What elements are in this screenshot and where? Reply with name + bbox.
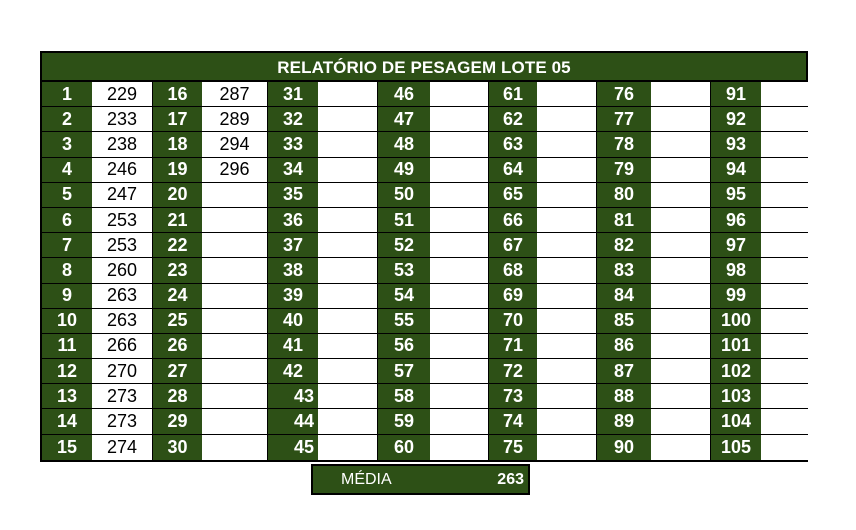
weight-cell[interactable]	[761, 183, 808, 208]
animal-number: 68	[489, 258, 537, 283]
weight-cell[interactable]	[651, 233, 711, 258]
weight-cell[interactable]	[537, 409, 597, 434]
animal-number: 24	[153, 284, 202, 309]
weight-cell[interactable]	[430, 233, 489, 258]
weight-cell[interactable]	[651, 384, 711, 409]
weight-cell[interactable]	[761, 409, 808, 434]
animal-number: 28	[153, 384, 202, 409]
animal-number: 45	[268, 435, 318, 460]
weight-cell[interactable]	[537, 258, 597, 283]
animal-number: 11	[42, 334, 92, 359]
weight-cell[interactable]	[430, 284, 489, 309]
animal-number: 100	[711, 309, 761, 334]
weight-cell[interactable]	[537, 208, 597, 233]
weight-cell[interactable]	[318, 258, 378, 283]
animal-number: 89	[597, 409, 651, 434]
animal-number: 94	[711, 158, 761, 183]
animal-number: 58	[378, 384, 430, 409]
animal-number: 1	[42, 82, 92, 107]
weight-cell[interactable]	[202, 208, 268, 233]
weight-cell[interactable]	[537, 82, 597, 107]
weight-cell[interactable]	[761, 309, 808, 334]
weight-cell[interactable]	[318, 334, 378, 359]
animal-number: 17	[153, 107, 202, 132]
animal-number: 86	[597, 334, 651, 359]
weight-cell[interactable]	[202, 435, 268, 460]
animal-number: 69	[489, 284, 537, 309]
animal-number: 4	[42, 158, 92, 183]
animal-number: 39	[268, 284, 318, 309]
weight-cell[interactable]	[651, 309, 711, 334]
animal-number: 101	[711, 334, 761, 359]
weight-cell[interactable]	[761, 334, 808, 359]
weight-cell[interactable]	[430, 309, 489, 334]
animal-number: 32	[268, 107, 318, 132]
animal-number: 75	[489, 435, 537, 460]
report-title: RELATÓRIO DE PESAGEM LOTE 05	[42, 53, 806, 82]
weight-cell[interactable]	[430, 158, 489, 183]
weight-cell[interactable]	[761, 258, 808, 283]
weight-cell[interactable]	[430, 132, 489, 157]
animal-number: 37	[268, 233, 318, 258]
animal-number: 20	[153, 183, 202, 208]
weight-cell[interactable]	[761, 132, 808, 157]
animal-number: 18	[153, 132, 202, 157]
weight-cell[interactable]: 287	[202, 82, 268, 107]
animal-number: 53	[378, 258, 430, 283]
weight-cell[interactable]	[202, 233, 268, 258]
weight-cell[interactable]	[202, 334, 268, 359]
weight-cell[interactable]	[537, 233, 597, 258]
weight-cell[interactable]	[430, 384, 489, 409]
weight-cell[interactable]	[318, 208, 378, 233]
animal-number: 104	[711, 409, 761, 434]
animal-number: 79	[597, 158, 651, 183]
average-value: 263	[497, 470, 524, 488]
weight-cell[interactable]: 289	[202, 107, 268, 132]
weight-cell[interactable]	[202, 359, 268, 384]
weight-cell[interactable]: 296	[202, 158, 268, 183]
weight-cell[interactable]	[761, 284, 808, 309]
weight-cell[interactable]	[651, 359, 711, 384]
weight-cell[interactable]	[761, 208, 808, 233]
weight-cell[interactable]	[537, 309, 597, 334]
animal-number: 8	[42, 258, 92, 283]
weight-cell[interactable]	[537, 132, 597, 157]
animal-number: 87	[597, 359, 651, 384]
weight-cell[interactable]: 238	[92, 132, 153, 157]
animal-number: 9	[42, 284, 92, 309]
animal-number: 92	[711, 107, 761, 132]
animal-number: 90	[597, 435, 651, 460]
weight-cell[interactable]	[651, 183, 711, 208]
animal-number: 19	[153, 158, 202, 183]
animal-number: 84	[597, 284, 651, 309]
weight-cell[interactable]	[430, 359, 489, 384]
weight-cell[interactable]: 263	[92, 284, 153, 309]
weight-cell[interactable]: 273	[92, 384, 153, 409]
animal-number: 44	[268, 409, 318, 434]
weight-cell[interactable]: 270	[92, 359, 153, 384]
weight-cell[interactable]	[318, 132, 378, 157]
animal-number: 30	[153, 435, 202, 460]
weight-cell[interactable]	[651, 435, 711, 460]
weight-cell[interactable]	[651, 258, 711, 283]
weight-cell[interactable]	[761, 82, 808, 107]
weight-cell[interactable]: 263	[92, 309, 153, 334]
weight-cell[interactable]	[430, 208, 489, 233]
animal-number: 59	[378, 409, 430, 434]
weight-cell[interactable]	[318, 435, 378, 460]
animal-number: 23	[153, 258, 202, 283]
animal-number: 74	[489, 409, 537, 434]
weight-cell[interactable]	[651, 409, 711, 434]
animal-number: 83	[597, 258, 651, 283]
weight-cell[interactable]	[430, 334, 489, 359]
weight-cell[interactable]	[537, 158, 597, 183]
animal-number: 77	[597, 107, 651, 132]
animal-number: 40	[268, 309, 318, 334]
animal-number: 102	[711, 359, 761, 384]
weight-cell[interactable]: 253	[92, 233, 153, 258]
animal-number: 82	[597, 233, 651, 258]
animal-number: 36	[268, 208, 318, 233]
animal-number: 48	[378, 132, 430, 157]
animal-number: 78	[597, 132, 651, 157]
weight-cell[interactable]	[651, 334, 711, 359]
animal-number: 12	[42, 359, 92, 384]
weight-cell[interactable]	[537, 359, 597, 384]
weight-cell[interactable]	[430, 183, 489, 208]
animal-number: 35	[268, 183, 318, 208]
weight-cell[interactable]	[318, 158, 378, 183]
weight-cell[interactable]	[651, 107, 711, 132]
weight-cell[interactable]: 253	[92, 208, 153, 233]
animal-number: 33	[268, 132, 318, 157]
weight-cell[interactable]	[761, 107, 808, 132]
animal-number: 41	[268, 334, 318, 359]
weight-cell[interactable]	[318, 107, 378, 132]
animal-number: 93	[711, 132, 761, 157]
animal-number: 54	[378, 284, 430, 309]
animal-number: 31	[268, 82, 318, 107]
animal-number: 15	[42, 435, 92, 460]
animal-number: 57	[378, 359, 430, 384]
weight-cell[interactable]	[202, 284, 268, 309]
average-label: MÉDIA	[341, 470, 392, 488]
weight-cell[interactable]	[430, 258, 489, 283]
weight-cell[interactable]	[202, 258, 268, 283]
animal-number: 97	[711, 233, 761, 258]
weight-cell[interactable]	[318, 309, 378, 334]
weight-cell[interactable]: 247	[92, 183, 153, 208]
weight-cell[interactable]	[537, 284, 597, 309]
animal-number: 2	[42, 107, 92, 132]
animal-number: 105	[711, 435, 761, 460]
animal-number: 13	[42, 384, 92, 409]
animal-number: 60	[378, 435, 430, 460]
animal-number: 72	[489, 359, 537, 384]
animal-number: 103	[711, 384, 761, 409]
animal-number: 95	[711, 183, 761, 208]
animal-number: 6	[42, 208, 92, 233]
animal-number: 65	[489, 183, 537, 208]
animal-number: 62	[489, 107, 537, 132]
weight-cell[interactable]	[202, 384, 268, 409]
weight-cell[interactable]: 274	[92, 435, 153, 460]
weight-cell[interactable]	[430, 409, 489, 434]
weight-cell[interactable]	[761, 158, 808, 183]
animal-number: 47	[378, 107, 430, 132]
animal-number: 52	[378, 233, 430, 258]
weight-cell[interactable]	[318, 359, 378, 384]
animal-number: 43	[268, 384, 318, 409]
weight-cell[interactable]: 229	[92, 82, 153, 107]
animal-number: 67	[489, 233, 537, 258]
weight-cell[interactable]	[318, 233, 378, 258]
animal-number: 22	[153, 233, 202, 258]
animal-number: 98	[711, 258, 761, 283]
weight-cell[interactable]	[202, 183, 268, 208]
weight-cell[interactable]	[761, 384, 808, 409]
animal-number: 29	[153, 409, 202, 434]
animal-number: 73	[489, 384, 537, 409]
animal-number: 71	[489, 334, 537, 359]
weight-cell[interactable]	[651, 132, 711, 157]
weight-cell[interactable]	[537, 435, 597, 460]
animal-number: 5	[42, 183, 92, 208]
animal-number: 61	[489, 82, 537, 107]
weight-cell[interactable]	[761, 359, 808, 384]
weight-cell[interactable]	[318, 384, 378, 409]
animal-number: 25	[153, 309, 202, 334]
weight-cell[interactable]	[537, 384, 597, 409]
weight-cell[interactable]	[761, 435, 808, 460]
animal-number: 3	[42, 132, 92, 157]
animal-number: 27	[153, 359, 202, 384]
animal-number: 55	[378, 309, 430, 334]
weight-cell[interactable]	[537, 183, 597, 208]
animal-number: 66	[489, 208, 537, 233]
animal-number: 80	[597, 183, 651, 208]
weight-cell[interactable]	[537, 107, 597, 132]
animal-number: 42	[268, 359, 318, 384]
weight-cell[interactable]	[318, 183, 378, 208]
animal-number: 38	[268, 258, 318, 283]
animal-number: 91	[711, 82, 761, 107]
weight-cell[interactable]	[430, 107, 489, 132]
animal-number: 49	[378, 158, 430, 183]
weight-cell[interactable]	[318, 82, 378, 107]
weight-cell[interactable]	[651, 158, 711, 183]
animal-number: 56	[378, 334, 430, 359]
weight-cell[interactable]	[651, 284, 711, 309]
weight-cell[interactable]: 294	[202, 132, 268, 157]
animal-number: 70	[489, 309, 537, 334]
animal-number: 34	[268, 158, 318, 183]
animal-number: 85	[597, 309, 651, 334]
animal-number: 10	[42, 309, 92, 334]
animal-number: 14	[42, 409, 92, 434]
weight-cell[interactable]: 260	[92, 258, 153, 283]
animal-number: 76	[597, 82, 651, 107]
weight-cell[interactable]	[651, 82, 711, 107]
weight-cell[interactable]	[202, 409, 268, 434]
average-summary	[311, 464, 530, 495]
animal-number: 16	[153, 82, 202, 107]
weight-cell[interactable]	[761, 233, 808, 258]
animal-number: 99	[711, 284, 761, 309]
weight-cell[interactable]	[318, 284, 378, 309]
weight-cell[interactable]	[430, 82, 489, 107]
animal-number: 88	[597, 384, 651, 409]
weight-cell[interactable]	[651, 208, 711, 233]
weight-cell[interactable]: 246	[92, 158, 153, 183]
animal-number: 81	[597, 208, 651, 233]
animal-number: 51	[378, 208, 430, 233]
weight-cell[interactable]: 266	[92, 334, 153, 359]
weight-cell[interactable]	[318, 409, 378, 434]
weight-cell[interactable]: 233	[92, 107, 153, 132]
weight-cell[interactable]: 273	[92, 409, 153, 434]
animal-number: 21	[153, 208, 202, 233]
weight-cell[interactable]	[430, 435, 489, 460]
weight-cell[interactable]	[202, 309, 268, 334]
animal-number: 26	[153, 334, 202, 359]
animal-number: 63	[489, 132, 537, 157]
animal-number: 46	[378, 82, 430, 107]
animal-number: 50	[378, 183, 430, 208]
animal-number: 96	[711, 208, 761, 233]
weighing-grid	[42, 82, 806, 460]
weighing-report-table	[40, 51, 808, 462]
weight-cell[interactable]	[537, 334, 597, 359]
animal-number: 64	[489, 158, 537, 183]
animal-number: 7	[42, 233, 92, 258]
